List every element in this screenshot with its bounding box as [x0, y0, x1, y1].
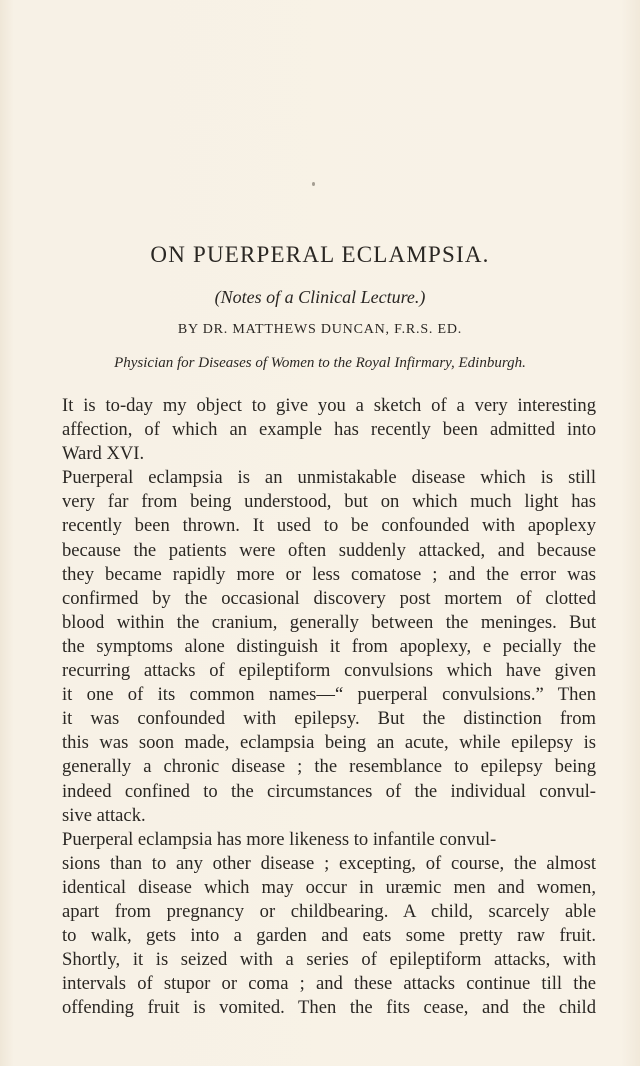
author-byline: BY DR. MATTHEWS DUNCAN, F.R.S. ED.	[177, 322, 463, 337]
text-line: Ward XVI.	[62, 443, 145, 465]
text-line: It is to-day my object to give you a sketch of a very interesting	[62, 395, 596, 416]
text-line: indeed confined to the circumstances of the individual convul-	[62, 780, 596, 802]
text-line: to walk, gets into a garden and eats some pretty raw fruit.	[62, 925, 596, 947]
text-line: affection, of which an example has recently been admitted into	[62, 419, 596, 441]
text-line: Puerperal eclampsia is an unmistakable disease which is still	[62, 467, 596, 489]
text-line: this was soon made, eclampsia being an acute, while epilepsy is	[62, 732, 596, 754]
text-line: recurring attacks of epileptiform convulsions which have given	[62, 660, 596, 682]
text-line: Shortly, it is seized with a series of epileptiform attacks, with	[62, 949, 596, 971]
text-line: sive attack.	[62, 804, 146, 826]
paper-speck	[312, 182, 315, 186]
text-line: very far from being understood, but on which much light has	[62, 491, 596, 513]
article-subtitle: (Notes of a Clinical Lecture.)	[214, 287, 426, 307]
text-line: recently been thrown. It used to be confounded with apoplexy	[62, 515, 596, 537]
text-line: they became rapidly more or less comatose ; and the error was	[62, 563, 596, 585]
text-line: the symptoms alone distinguish it from apoplexy, e pecially the	[62, 635, 596, 657]
text-line: confirmed by the occasional discovery post mortem of clotted	[62, 587, 596, 609]
text-line: intervals of stupor or coma ; and these attacks continue till the	[62, 973, 596, 995]
text-line: identical disease which may occur in uræmic men and women,	[62, 876, 596, 898]
text-line: it one of its common names—“ puerperal convulsions.” Then	[62, 684, 596, 706]
text-line: sions than to any other disease ; excepting, of course, the almost	[62, 852, 596, 874]
article-body	[62, 394, 596, 1020]
text-line: Puerperal eclampsia has more likeness to infantile convul-	[62, 828, 497, 850]
author-affiliation: Physician for Diseases of Women to the Royal Infirmary, Edinburgh.	[114, 355, 526, 371]
article-title: ON PUERPERAL ECLAMPSIA.	[150, 242, 490, 267]
text-line: because the patients were often suddenly attacked, and because	[62, 539, 596, 561]
text-line: apart from pregnancy or childbearing. A child, scarcely able	[62, 900, 596, 922]
text-line: blood within the cranium, generally between the meninges. But	[62, 611, 596, 633]
text-line: it was confounded with epilepsy. But the distinction from	[62, 708, 596, 730]
text-line: generally a chronic disease ; the resemblance to epilepsy being	[62, 756, 596, 778]
text-line: offending fruit is vomited. Then the fits cease, and the child	[62, 997, 596, 1019]
